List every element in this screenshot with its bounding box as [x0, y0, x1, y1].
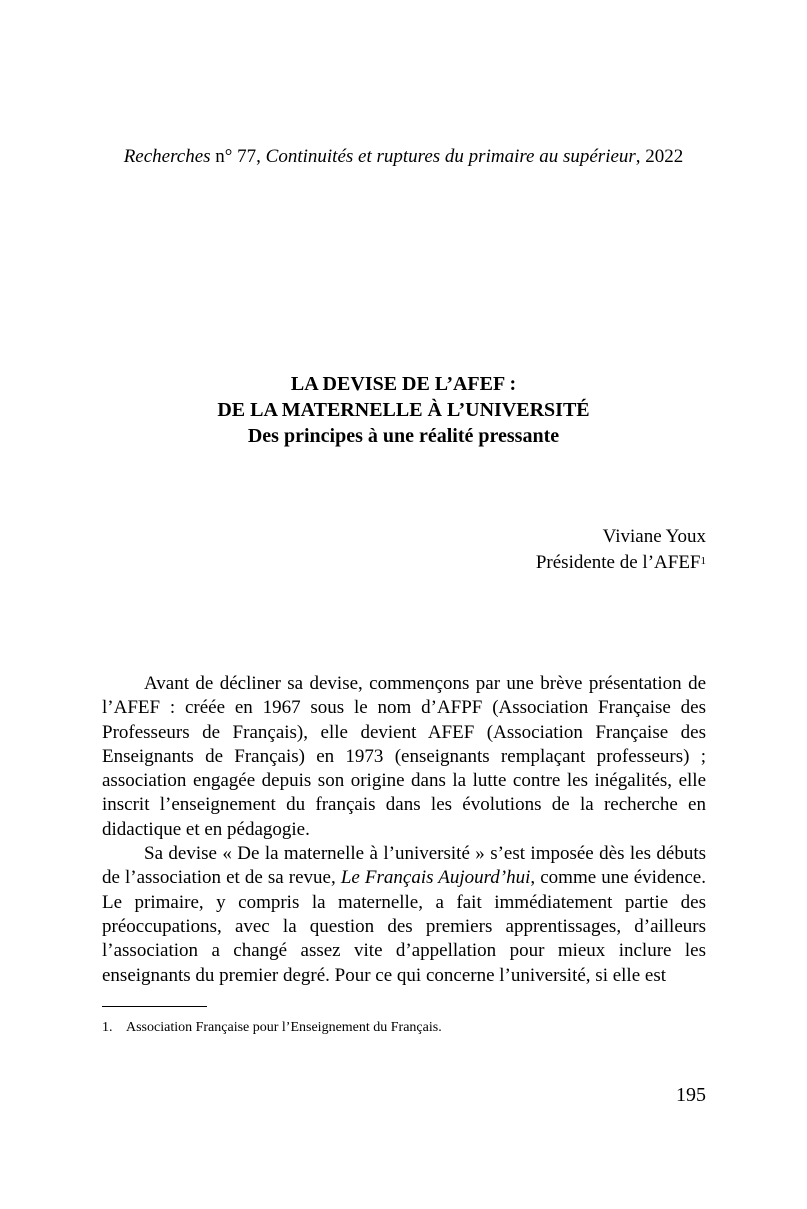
article-title-block [0, 371, 807, 449]
article-title-line-2: DE LA MATERNELLE À L’UNIVERSITÉ [217, 399, 590, 421]
page-number: 195 [676, 1084, 706, 1106]
author-name: Viviane Youx [602, 526, 706, 547]
footnote-marker[interactable]: 1 [700, 555, 706, 567]
author-role-line [536, 550, 706, 576]
article-title-line-1: LA DEVISE DE L’AFEF : [290, 373, 517, 395]
article-subtitle: Des principes à une réalité pressante [247, 425, 560, 447]
author-role: Présidente de l’AFEF [535, 552, 701, 573]
paragraph-2-end: , comme une évidence. Le primaire, y compris la maternelle, a fait immédiatement partie des préoccupations, avec la question des premiers apprentissages, d’ailleurs l’association a changé assez vite d’appellation pour mieux inclure les enseignants du premier degré. Pour ce qui concerne l’université, si elle est [102, 867, 706, 986]
journal-title-italic: Le Français Aujourd’hui [340, 867, 531, 889]
article-body [102, 672, 706, 988]
footnote-number: 1. [102, 1020, 113, 1035]
paragraph-1: Avant de décliner sa devise, commençons par une brève présentation de l’AFEF : créée en 1967 sous le nom d’AFPF (Association Française des Professeurs de Français), elle devient AFEF (Association Française des Enseignants de Français) en 1973 (enseignants remplaçant professeurs) ; association engagée depuis son origine dans la lutte contre les inégalités, elle inscrit l’enseignement du français dans les évolutions de la recherche en didactique et en pédagogie. [102, 673, 706, 840]
issue-number: n° 77, [210, 146, 266, 167]
footnote-text: Association Française pour l’Enseignement du Français. [126, 1020, 442, 1035]
journal-name: Recherches [123, 146, 211, 167]
footnote [102, 1019, 706, 1037]
running-header [0, 146, 807, 168]
issue-title: Continuités et ruptures du primaire au supérieur [265, 146, 636, 167]
author-block [536, 524, 706, 576]
paragraph-2 [102, 842, 706, 988]
issue-year: , 2022 [635, 146, 684, 167]
paragraph-2-start: Sa devise « De la maternelle à l’université » s’est imposée dès les débuts de l’association et de sa revue, [102, 843, 706, 889]
footnote-divider [102, 1006, 207, 1007]
